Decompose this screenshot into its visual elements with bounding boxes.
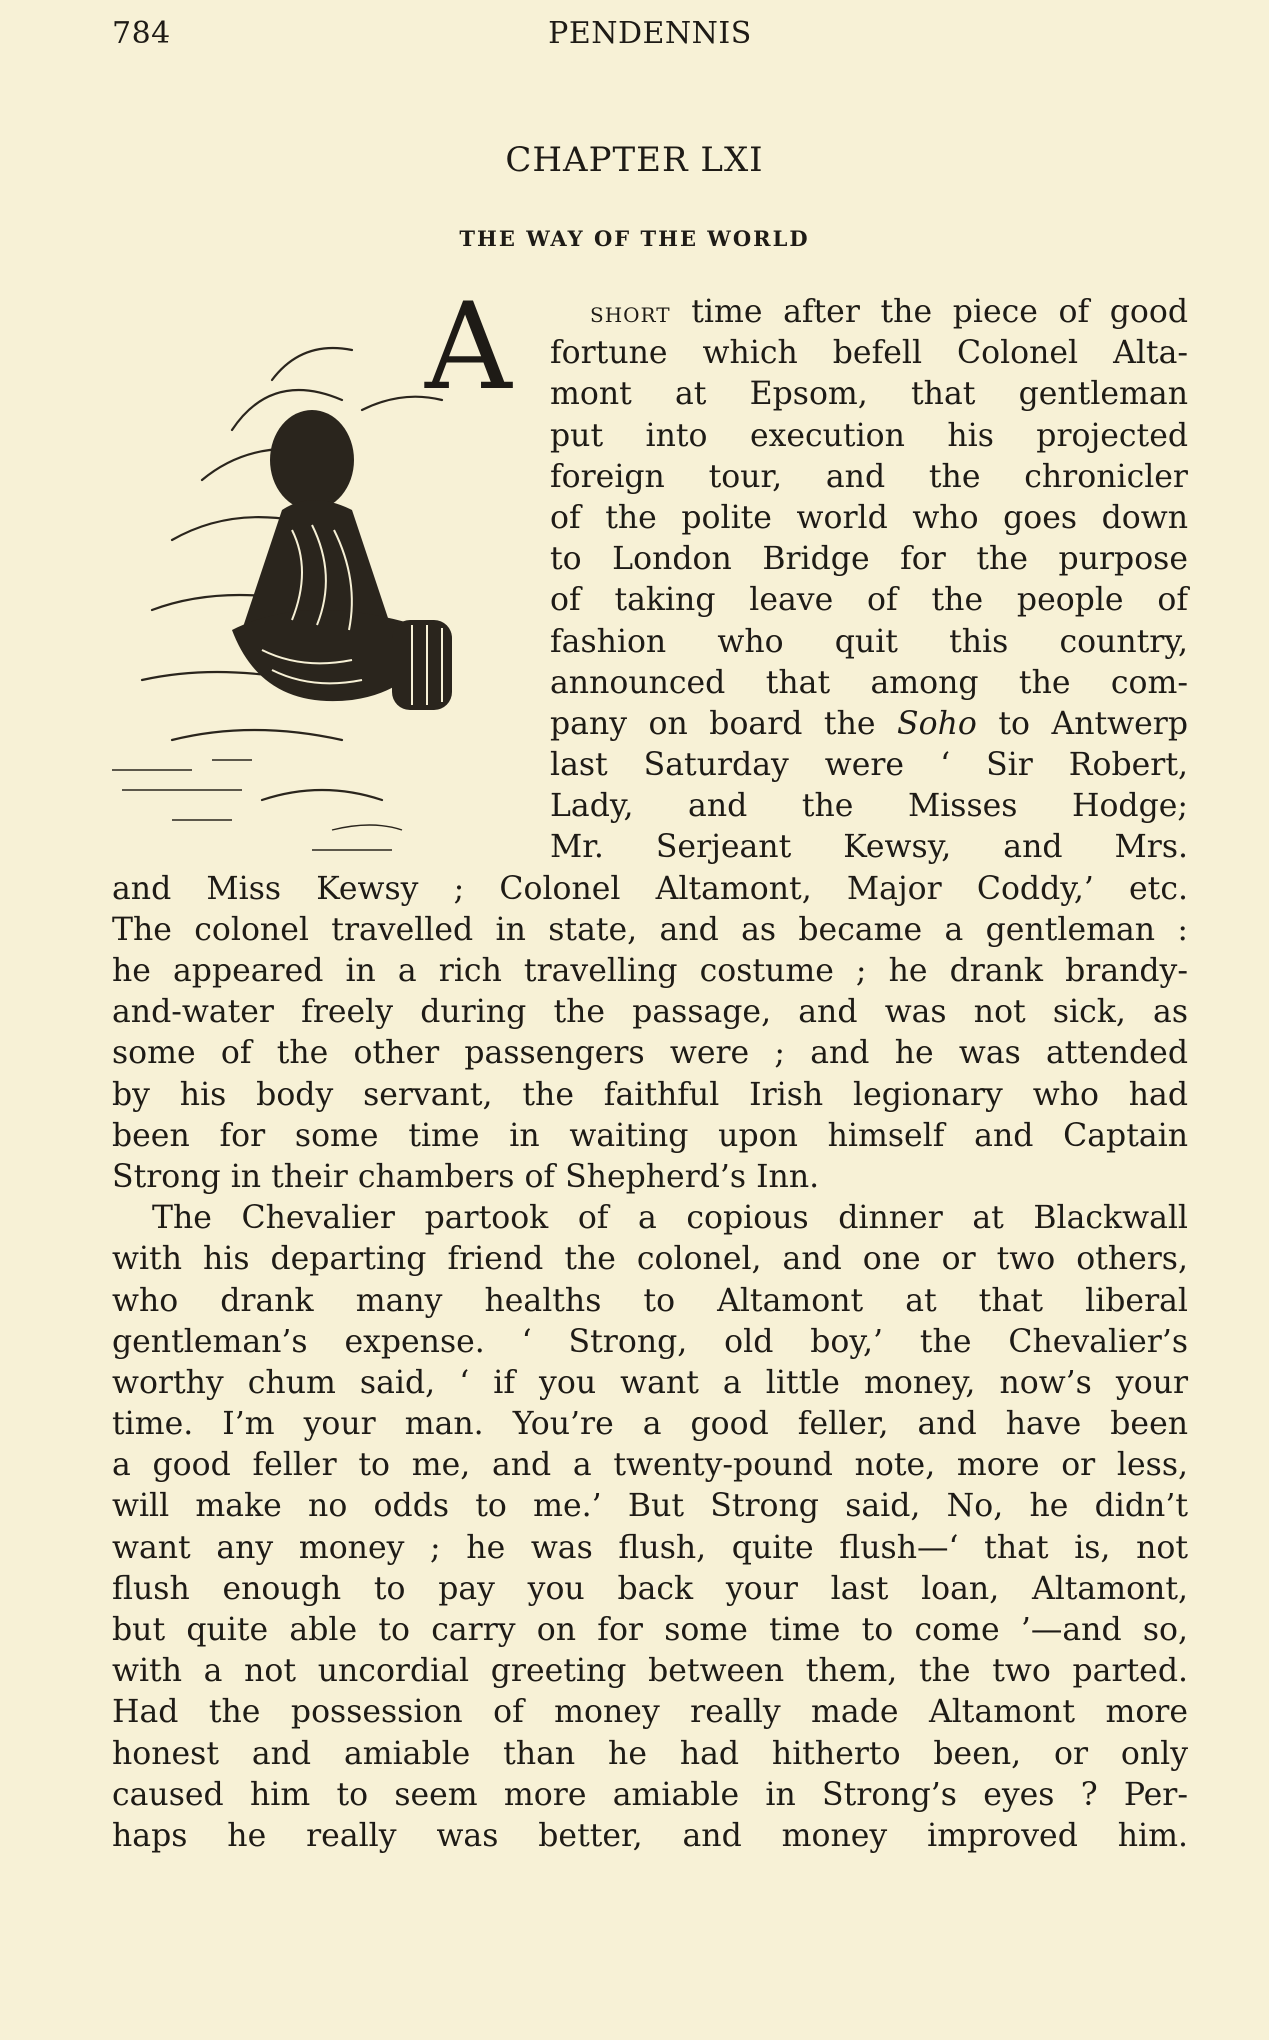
text-line: Lady, and the Misses Hodge; xyxy=(550,788,1188,825)
text-line: he appeared in a rich travelling costume ; he drank brandy- xyxy=(112,953,1188,989)
text-line: been for some time in waiting upon himself and Captain xyxy=(112,1117,1188,1154)
text-line: haps he really was better, and money improved him. xyxy=(112,1817,1188,1854)
page-number: 784 xyxy=(112,16,171,51)
text-line: The colonel travelled in state, and as became a gentleman : xyxy=(112,911,1188,948)
chapter-subtitle: THE WAY OF THE WORLD xyxy=(459,226,810,251)
text-line: The Chevalier partook of a copious dinner at Blackwall xyxy=(152,1200,1188,1237)
text-line: of the polite world who goes down xyxy=(550,499,1188,536)
text-line: by his body servant, the faithful Irish legionary who had xyxy=(112,1076,1188,1113)
text-line: worthy chum said, ‘ if you want a little money, now’s your xyxy=(112,1364,1188,1401)
text-line: time. I’m your man. You’re a good feller, and have been xyxy=(112,1406,1188,1443)
text-line: honest and amiable than he had hitherto been, or only xyxy=(112,1735,1188,1772)
running-title: PENDENNIS xyxy=(548,16,752,51)
text-line: Mr. Serjeant Kewsy, and Mrs. xyxy=(550,829,1188,866)
text-line-rest: time after the piece of good xyxy=(670,294,1188,330)
ship-name: Soho xyxy=(897,705,977,742)
drop-cap: A xyxy=(425,278,512,417)
text-line: and Miss Kewsy ; Colonel Altamont, Major Coddy,’ etc. xyxy=(112,870,1188,907)
text-line: fashion who quit this country, xyxy=(550,623,1188,660)
text-line: gentleman’s expense. ‘ Strong, old boy,’ the Chevalier’s xyxy=(112,1323,1188,1360)
text-line: and-water freely during the passage, and was not sick, as xyxy=(112,994,1188,1031)
text-line: some of the other passengers were ; and he was attended xyxy=(112,1035,1188,1072)
text-line: will make no odds to me.’ But Strong said, No, he didn’t xyxy=(112,1488,1188,1525)
text-line: who drank many healths to Altamont at that liberal xyxy=(112,1282,1188,1319)
text-line: with his departing friend the colonel, and one or two others, xyxy=(112,1241,1188,1278)
chapter-title: CHAPTER LXI xyxy=(505,140,764,180)
text-line: with a not uncordial greeting between them, the two parted. xyxy=(112,1653,1188,1690)
text-line: mont at Epsom, that gentleman xyxy=(550,376,1188,413)
page-header xyxy=(112,16,1188,56)
text-line: caused him to seem more amiable in Strong’s eyes ? Per- xyxy=(112,1776,1188,1813)
text-line: put into execution his projected xyxy=(550,417,1188,454)
text-line: to London Bridge for the purpose xyxy=(550,541,1188,578)
text-line: of taking leave of the people of xyxy=(550,582,1188,619)
text-line: foreign tour, and the chronicler xyxy=(550,458,1188,495)
text-line: Had the possession of money really made Altamont more xyxy=(112,1694,1188,1731)
text-line: want any money ; he was flush, quite flush—‘ that is, not xyxy=(112,1529,1188,1566)
text-line: but quite able to carry on for some time to come ’—and so, xyxy=(112,1612,1188,1648)
text-line: fortune which befell Colonel Alta- xyxy=(550,335,1188,372)
text-line: pany on board the Soho to Antwerp xyxy=(550,705,1188,742)
text-line: announced that among the com- xyxy=(550,664,1188,701)
text-line: last Saturday were ‘ Sir Robert, xyxy=(550,747,1188,784)
text-line xyxy=(550,292,1188,333)
first-word: short xyxy=(590,296,671,329)
body-text xyxy=(112,278,1188,1857)
text-line: a good feller to me, and a twenty-pound note, more or less, xyxy=(112,1447,1188,1484)
text-line: Strong in their chambers of Shepherd’s Inn. xyxy=(112,1158,820,1195)
text-line: flush enough to pay you back your last loan, Altamont, xyxy=(112,1570,1188,1607)
